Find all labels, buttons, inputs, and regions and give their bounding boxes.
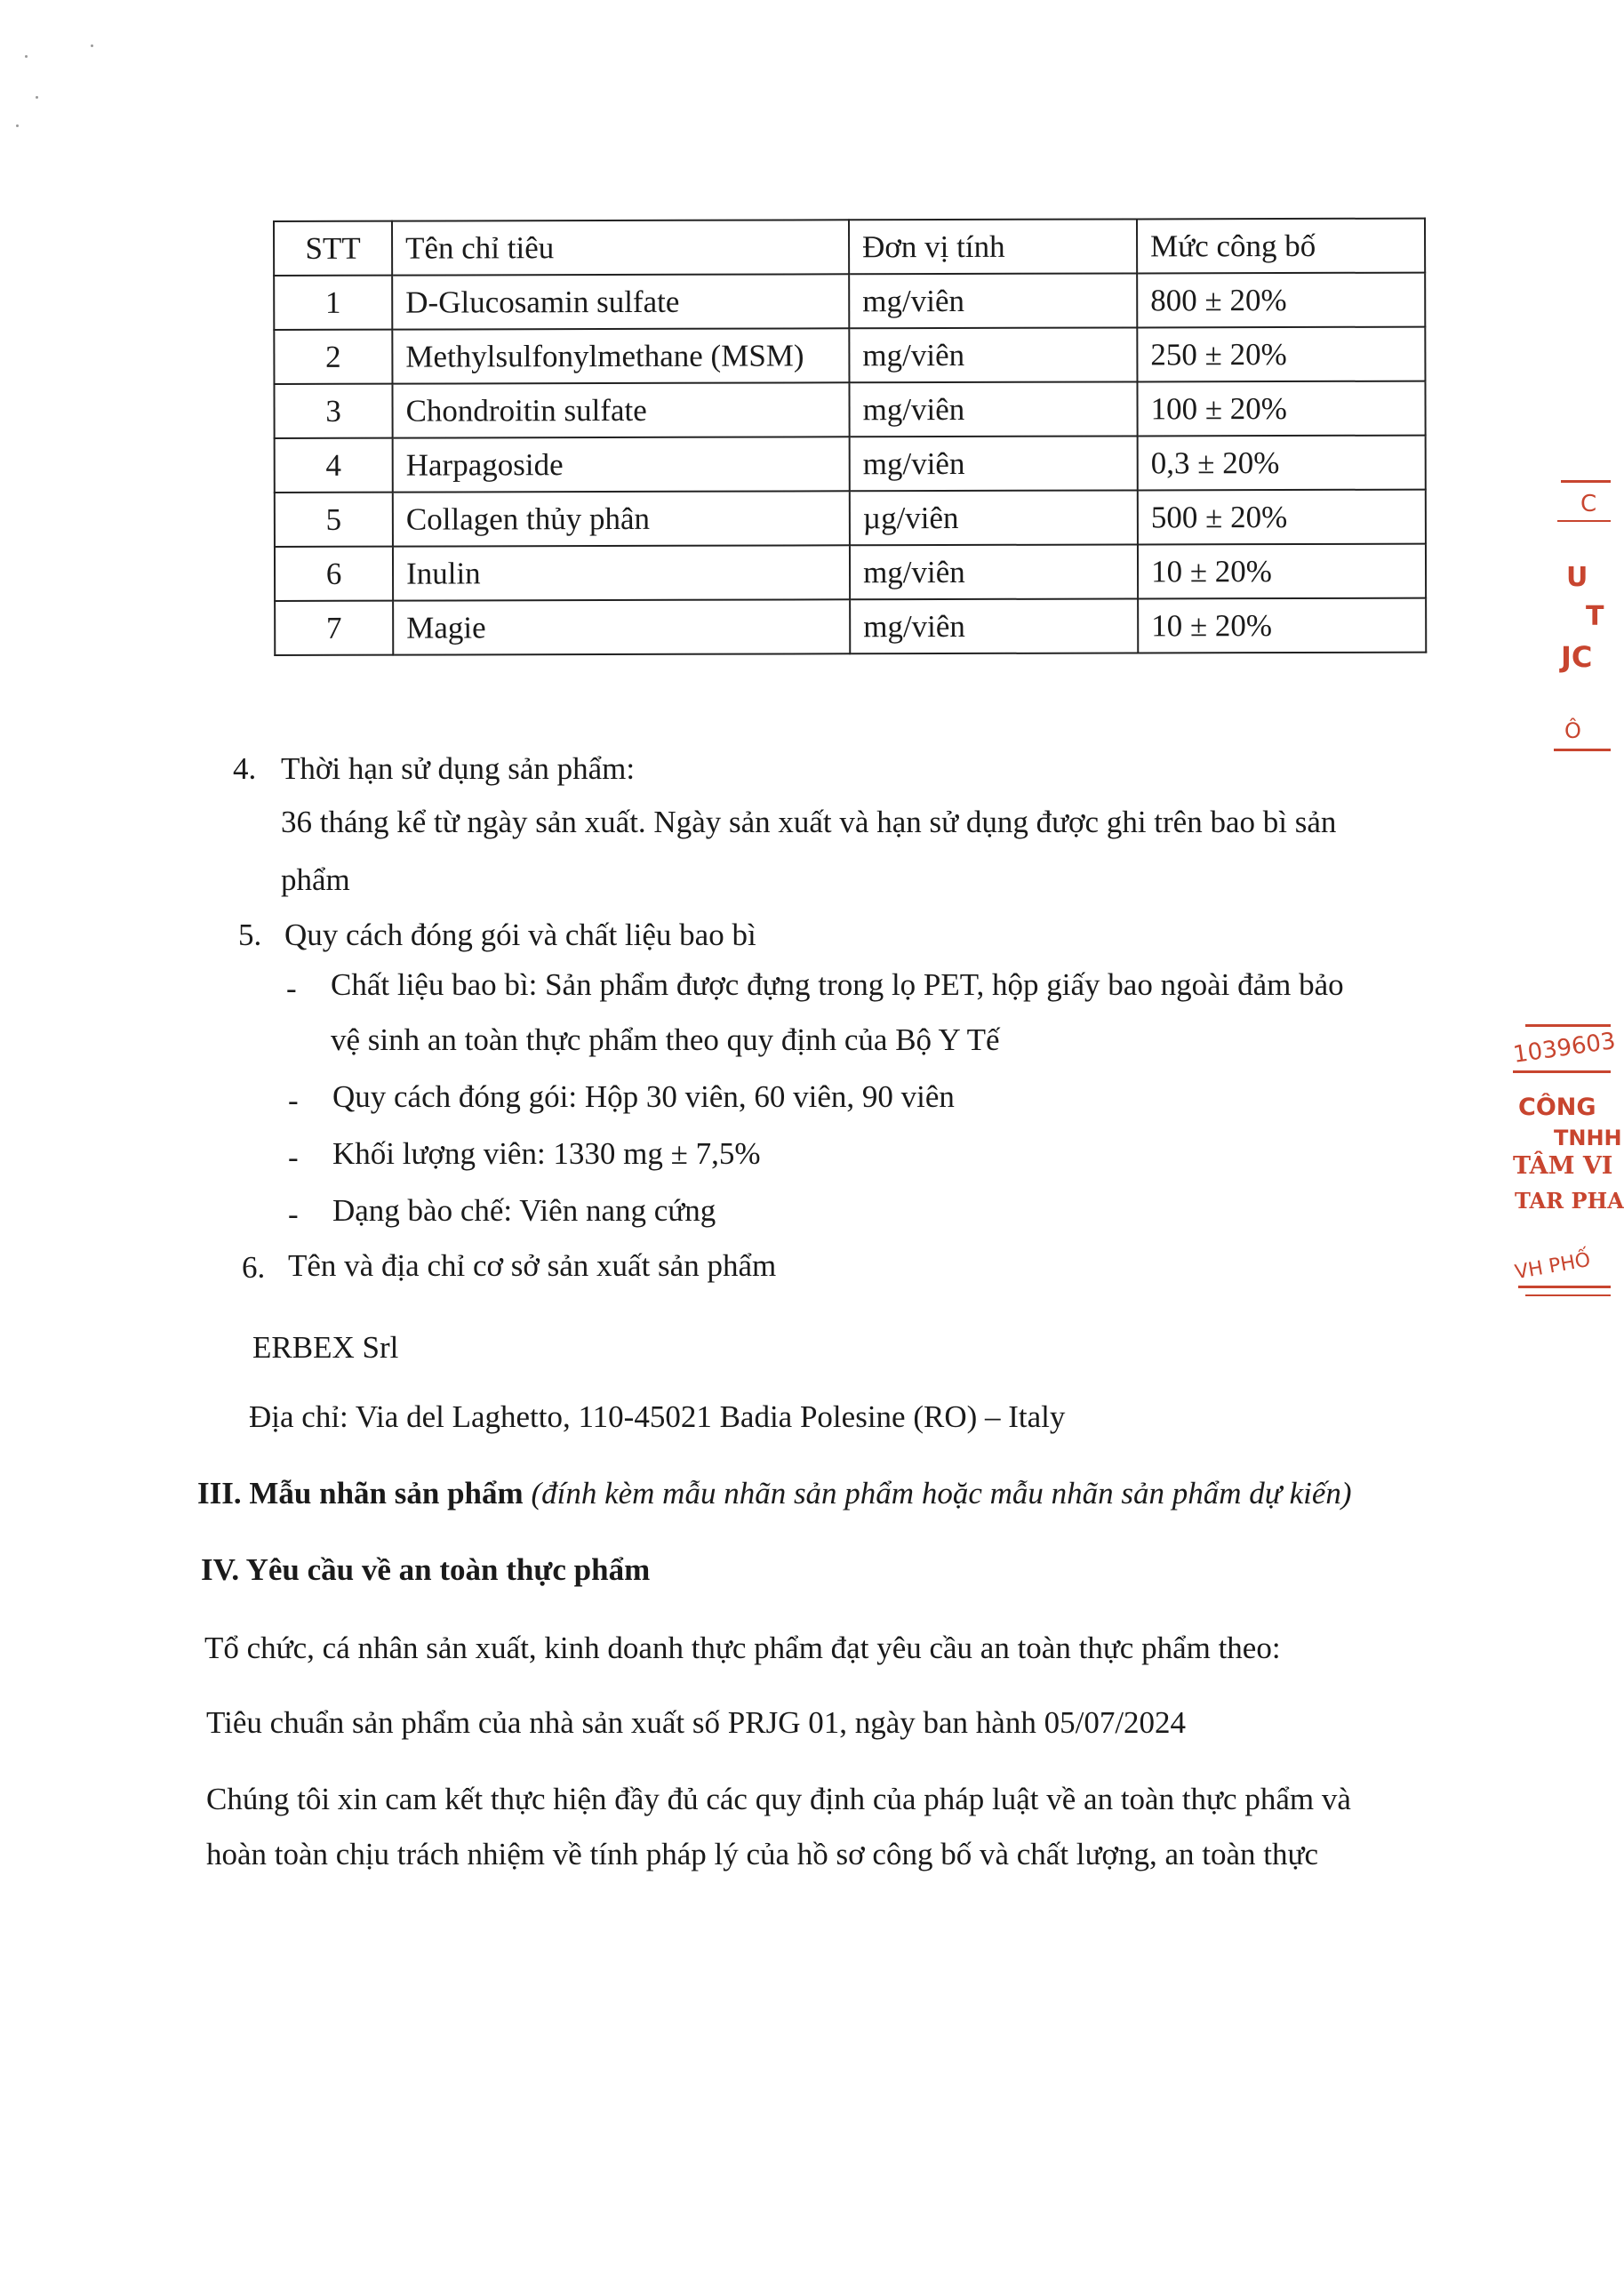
cell-name: Inulin	[393, 545, 850, 600]
table-row	[275, 436, 1426, 493]
cell-stt: 1	[274, 276, 392, 330]
stamp-text: Ô	[1564, 718, 1581, 743]
table-row	[275, 598, 1426, 655]
stamp-text: U	[1566, 562, 1588, 593]
part-3-heading: III. Mẫu nhãn sản phẩm	[197, 1476, 524, 1511]
stamp-border-line	[1525, 1294, 1611, 1296]
stamp-text: TAR PHA	[1515, 1188, 1624, 1214]
stamp-border-line	[1557, 520, 1611, 522]
specification-table	[273, 218, 1427, 656]
table-row	[275, 490, 1426, 547]
header-level: Mức công bố	[1137, 219, 1425, 274]
stamp-border-line	[1554, 749, 1611, 751]
bullet-dash: -	[288, 1197, 299, 1231]
cell-unit: mg/viên	[849, 381, 1137, 437]
cell-level: 800 ± 20%	[1137, 273, 1425, 328]
stamp-border-line	[1525, 1024, 1611, 1027]
stamp-text: C	[1580, 491, 1597, 517]
cell-level: 10 ± 20%	[1138, 544, 1426, 599]
shelf-life-text-line-2: phẩm	[281, 862, 350, 897]
part-3-heading-line	[197, 1476, 1352, 1511]
cell-unit: µg/viên	[850, 490, 1138, 545]
manufacturer-address: Địa chỉ: Via del Laghetto, 110-45021 Badia Polesine (RO) – Italy	[249, 1399, 1066, 1434]
stamp-text: T	[1586, 601, 1604, 632]
shelf-life-text-line-1: 36 tháng kể từ ngày sản xuất. Ngày sản xuất và hạn sử dụng được ghi trên bao bì sản	[281, 805, 1337, 839]
cell-name: D-Glucosamin sulfate	[392, 274, 849, 329]
part-3-note: (đính kèm mẫu nhãn sản phẩm hoặc mẫu nhãn sản phẩm dự kiến)	[531, 1476, 1352, 1511]
dosage-form: Dạng bào chế: Viên nang cứng	[332, 1193, 716, 1228]
packaging-material-line-2: vệ sinh an toàn thực phẩm theo quy định của Bộ Y Tế	[331, 1022, 1000, 1057]
table-header-row	[274, 219, 1425, 276]
table-row	[275, 544, 1426, 601]
cell-level: 0,3 ± 20%	[1138, 436, 1426, 491]
cell-stt: 4	[275, 438, 393, 493]
stamp-border-line	[1518, 1286, 1611, 1288]
cell-stt: 3	[274, 384, 392, 438]
cell-unit: mg/viên	[850, 598, 1138, 653]
scan-speck	[91, 44, 93, 47]
bullet-dash: -	[288, 1140, 299, 1174]
commitment-line-1: Chúng tôi xin cam kết thực hiện đầy đủ các quy định của pháp luật về an toàn thực phẩm và	[206, 1782, 1351, 1816]
stamp-text: VH PHỐ	[1513, 1248, 1593, 1285]
cell-stt: 5	[275, 493, 393, 547]
cell-unit: mg/viên	[849, 273, 1137, 328]
stamp-text: TNHH	[1554, 1126, 1622, 1150]
cell-unit: mg/viên	[850, 544, 1138, 599]
cell-level: 10 ± 20%	[1138, 598, 1426, 653]
capsule-weight: Khối lượng viên: 1330 mg ± 7,5%	[332, 1136, 761, 1171]
header-unit: Đơn vị tính	[849, 219, 1137, 274]
cell-name: Chondroitin sulfate	[392, 382, 849, 437]
part-4-heading: IV. Yêu cầu về an toàn thực phẩm	[201, 1552, 651, 1587]
table-row	[274, 273, 1425, 330]
cell-name: Harpagoside	[393, 437, 850, 492]
header-name: Tên chỉ tiêu	[392, 220, 849, 275]
cell-stt: 2	[274, 330, 392, 384]
scan-speck	[16, 124, 19, 127]
scan-speck	[36, 96, 38, 99]
header-stt: STT	[274, 221, 392, 276]
section-4-title: Thời hạn sử dụng sản phẩm:	[281, 751, 636, 786]
cell-level: 100 ± 20%	[1137, 381, 1425, 437]
section-4-number: 4.	[233, 751, 257, 786]
cell-stt: 6	[275, 547, 393, 601]
bullet-dash: -	[288, 1083, 299, 1118]
food-safety-paragraph-2: Tiêu chuẩn sản phẩm của nhà sản xuất số PRJG 01, ngày ban hành 05/07/2024	[206, 1705, 1187, 1740]
cell-unit: mg/viên	[849, 327, 1137, 382]
cell-level: 250 ± 20%	[1137, 327, 1425, 382]
stamp-registration-number: 1039603	[1511, 1028, 1618, 1069]
section-5-number: 5.	[238, 918, 262, 952]
table-row	[274, 327, 1425, 384]
cell-name: Magie	[393, 599, 850, 654]
section-6-number: 6.	[242, 1250, 266, 1285]
cell-stt: 7	[275, 601, 393, 655]
packaging-material-line-1: Chất liệu bao bì: Sản phẩm được đựng trong lọ PET, hộp giấy bao ngoài đảm bảo	[331, 967, 1344, 1002]
packing-spec: Quy cách đóng gói: Hộp 30 viên, 60 viên, 90 viên	[332, 1079, 955, 1114]
cell-unit: mg/viên	[850, 436, 1138, 491]
section-5-title: Quy cách đóng gói và chất liệu bao bì	[284, 918, 756, 952]
stamp-text: CÔNG	[1518, 1094, 1596, 1121]
cell-name: Methylsulfonylmethane (MSM)	[392, 328, 849, 383]
manufacturer-name: ERBEX Srl	[252, 1330, 399, 1365]
stamp-border-line	[1561, 480, 1611, 483]
stamp-text: JC	[1561, 640, 1593, 674]
bullet-dash: -	[286, 971, 297, 1006]
stamp-text: TÂM VI	[1513, 1152, 1613, 1180]
commitment-line-2: hoàn toàn chịu trách nhiệm về tính pháp lý của hồ sơ công bố và chất lượng, an toàn thực	[206, 1837, 1319, 1871]
scan-speck	[25, 55, 28, 58]
table-row	[274, 381, 1425, 438]
cell-level: 500 ± 20%	[1138, 490, 1426, 545]
food-safety-paragraph-1: Tổ chức, cá nhân sản xuất, kinh doanh thực phẩm đạt yêu cầu an toàn thực phẩm theo:	[204, 1631, 1281, 1665]
stamp-border-line	[1513, 1070, 1611, 1073]
cell-name: Collagen thủy phân	[393, 491, 850, 546]
section-6-title: Tên và địa chỉ cơ sở sản xuất sản phẩm	[288, 1248, 777, 1283]
